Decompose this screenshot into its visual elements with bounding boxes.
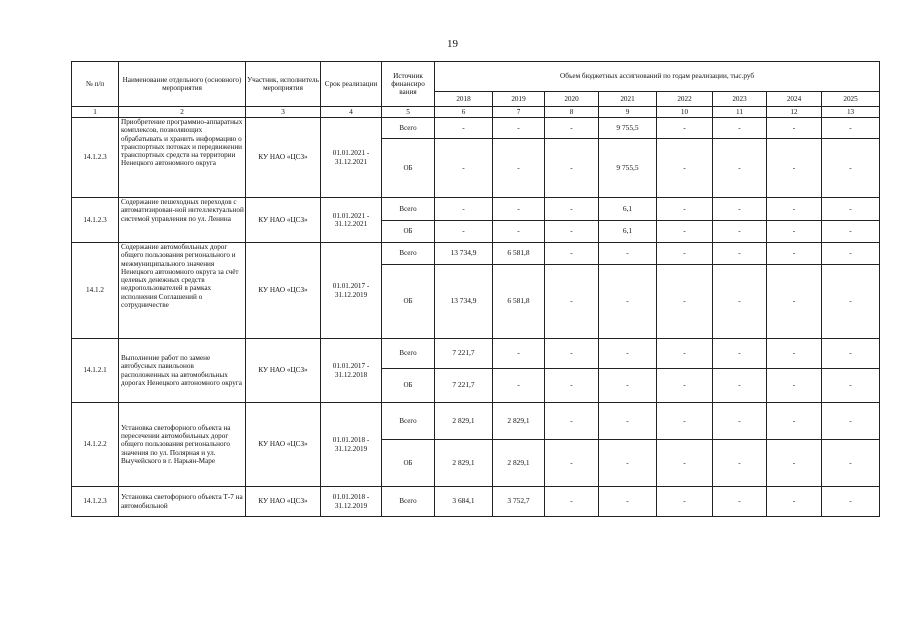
- year-value: -: [657, 487, 713, 517]
- year-value: -: [767, 440, 822, 487]
- measure-name: Содержание пешеходных переходов с автоматизирован-ной интеллектуальной системой управления по ул. Ленина: [119, 198, 246, 243]
- year-value: -: [599, 369, 657, 403]
- table-row: [72, 339, 880, 369]
- year-value: -: [713, 221, 767, 243]
- table-row: [72, 243, 880, 265]
- year-value: 2 829,1: [435, 403, 493, 440]
- row-number: 14.1.2: [72, 243, 119, 339]
- year-value: -: [713, 198, 767, 221]
- participant: КУ НАО «ЦСЗ»: [246, 198, 321, 243]
- funding-source: Всего: [382, 487, 435, 517]
- year-value: 9 755,5: [599, 139, 657, 198]
- year-value: -: [713, 440, 767, 487]
- header-year: 2018: [435, 92, 493, 107]
- year-value: -: [493, 198, 545, 221]
- year-value: -: [657, 198, 713, 221]
- year-value: -: [493, 118, 545, 139]
- period: 01.01.2018 - 31.12.2019: [321, 487, 382, 517]
- funding-source: Всего: [382, 198, 435, 221]
- participant: КУ НАО «ЦСЗ»: [246, 487, 321, 517]
- year-value: -: [713, 339, 767, 369]
- year-value: 2 829,1: [493, 403, 545, 440]
- year-value: -: [493, 139, 545, 198]
- year-value: -: [767, 198, 822, 221]
- year-value: 6,1: [599, 221, 657, 243]
- year-value: -: [657, 221, 713, 243]
- year-value: -: [657, 369, 713, 403]
- table-row: [72, 403, 880, 440]
- year-value: -: [599, 403, 657, 440]
- header-year: 2021: [599, 92, 657, 107]
- year-value: -: [713, 369, 767, 403]
- year-value: -: [545, 265, 599, 339]
- period: 01.01.2021 - 31.12.2021: [321, 118, 382, 198]
- period: 01.01.2021 - 31.12.2021: [321, 198, 382, 243]
- header-year: 2024: [767, 92, 822, 107]
- period: 01.01.2018 - 31.12.2019: [321, 403, 382, 487]
- year-value: -: [657, 139, 713, 198]
- measure-name: Установка светофорного объекта на пересечении автомобильных дорог общего пользования регионального значения по ул. Полярная и ул. Выучейского в г. Нарьян-Маре: [119, 403, 246, 487]
- year-value: -: [767, 243, 822, 265]
- year-value: -: [657, 118, 713, 139]
- year-value: 3 684,1: [435, 487, 493, 517]
- header-volume: Объем бюджетных ассигнований по годам реализации, тыс.руб: [435, 62, 880, 92]
- year-value: -: [822, 403, 880, 440]
- header-participant: Участник, исполнитель мероприятия: [246, 62, 321, 107]
- year-value: -: [435, 118, 493, 139]
- column-number: 12: [767, 107, 822, 118]
- measure-name: Приобретение программно-аппаратных комплексов, позволяющих обрабатывать и хранить информацию о транспортных потоках и передвижении транспортных средств на территории Ненецкого автономного округа: [119, 118, 246, 198]
- budget-table: [71, 61, 880, 517]
- column-number: 10: [657, 107, 713, 118]
- year-value: -: [767, 339, 822, 369]
- participant: КУ НАО «ЦСЗ»: [246, 243, 321, 339]
- period: 01.01.2017 - 31.12.2018: [321, 339, 382, 403]
- year-value: -: [713, 265, 767, 339]
- year-value: -: [545, 369, 599, 403]
- year-value: 7 221,7: [435, 369, 493, 403]
- year-value: -: [545, 440, 599, 487]
- year-value: -: [822, 487, 880, 517]
- year-value: 7 221,7: [435, 339, 493, 369]
- year-value: -: [657, 243, 713, 265]
- header-year: 2022: [657, 92, 713, 107]
- table-row: [72, 487, 880, 517]
- table-row: [72, 198, 880, 221]
- year-value: -: [435, 198, 493, 221]
- year-value: -: [545, 339, 599, 369]
- year-value: -: [545, 139, 599, 198]
- page-number: 19: [447, 38, 458, 50]
- year-value: 13 734,9: [435, 243, 493, 265]
- row-number: 14.1.2.3: [72, 118, 119, 198]
- year-value: -: [599, 440, 657, 487]
- row-number: 14.1.2.1: [72, 339, 119, 403]
- column-number: 11: [713, 107, 767, 118]
- year-value: -: [767, 139, 822, 198]
- column-number: 8: [545, 107, 599, 118]
- year-value: -: [713, 118, 767, 139]
- header-source: Источник финансиро вания: [382, 62, 435, 107]
- year-value: 9 755,5: [599, 118, 657, 139]
- year-value: -: [435, 221, 493, 243]
- year-value: -: [822, 339, 880, 369]
- year-value: -: [822, 440, 880, 487]
- year-value: -: [713, 243, 767, 265]
- column-number: 3: [246, 107, 321, 118]
- column-number: 5: [382, 107, 435, 118]
- column-number: 6: [435, 107, 493, 118]
- table-row: [72, 118, 880, 139]
- measure-name: Установка светофорного объекта Т-7 на автомобильной: [119, 487, 246, 517]
- header-year: 2019: [493, 92, 545, 107]
- year-value: 2 829,1: [493, 440, 545, 487]
- funding-source: Всего: [382, 243, 435, 265]
- year-value: -: [657, 440, 713, 487]
- year-value: -: [545, 198, 599, 221]
- year-value: -: [822, 243, 880, 265]
- year-value: -: [822, 369, 880, 403]
- year-value: -: [713, 139, 767, 198]
- column-number: 2: [119, 107, 246, 118]
- participant: КУ НАО «ЦСЗ»: [246, 118, 321, 198]
- year-value: -: [767, 369, 822, 403]
- year-value: -: [822, 118, 880, 139]
- year-value: -: [599, 487, 657, 517]
- participant: КУ НАО «ЦСЗ»: [246, 339, 321, 403]
- year-value: -: [657, 339, 713, 369]
- funding-source: ОБ: [382, 221, 435, 243]
- year-value: -: [435, 139, 493, 198]
- year-value: 3 752,7: [493, 487, 545, 517]
- column-number: 9: [599, 107, 657, 118]
- header-year: 2020: [545, 92, 599, 107]
- row-number: 14.1.2.3: [72, 487, 119, 517]
- year-value: 13 734,9: [435, 265, 493, 339]
- column-number: 4: [321, 107, 382, 118]
- year-value: -: [822, 265, 880, 339]
- header-period: Срок реализации: [321, 62, 382, 107]
- funding-source: Всего: [382, 118, 435, 139]
- year-value: -: [822, 139, 880, 198]
- funding-source: Всего: [382, 403, 435, 440]
- period: 01.01.2017 - 31.12.2019: [321, 243, 382, 339]
- header-year: 2023: [713, 92, 767, 107]
- year-value: -: [545, 243, 599, 265]
- year-value: 6 581,8: [493, 265, 545, 339]
- measure-name: Выполнение работ по замене автобусных павильонов расположенных на автомобильных дорогах Ненецкого автономного округа: [119, 339, 246, 403]
- year-value: 6 581,8: [493, 243, 545, 265]
- year-value: -: [545, 487, 599, 517]
- year-value: -: [599, 243, 657, 265]
- year-value: -: [599, 339, 657, 369]
- year-value: -: [493, 369, 545, 403]
- header-num: № п/п: [72, 62, 119, 107]
- funding-source: ОБ: [382, 139, 435, 198]
- year-value: -: [657, 265, 713, 339]
- funding-source: ОБ: [382, 440, 435, 487]
- year-value: -: [713, 403, 767, 440]
- header-name: Наименование отдельного (основного) мероприятия: [119, 62, 246, 107]
- year-value: -: [767, 403, 822, 440]
- participant: КУ НАО «ЦСЗ»: [246, 403, 321, 487]
- column-number: 1: [72, 107, 119, 118]
- column-number: 7: [493, 107, 545, 118]
- year-value: -: [767, 221, 822, 243]
- year-value: -: [493, 221, 545, 243]
- year-value: -: [713, 487, 767, 517]
- funding-source: ОБ: [382, 369, 435, 403]
- year-value: -: [767, 118, 822, 139]
- funding-source: ОБ: [382, 265, 435, 339]
- header-year: 2025: [822, 92, 880, 107]
- year-value: -: [599, 265, 657, 339]
- year-value: -: [493, 339, 545, 369]
- year-value: -: [545, 403, 599, 440]
- year-value: -: [767, 487, 822, 517]
- year-value: 2 829,1: [435, 440, 493, 487]
- row-number: 14.1.2.3: [72, 198, 119, 243]
- year-value: -: [767, 265, 822, 339]
- row-number: 14.1.2.2: [72, 403, 119, 487]
- year-value: -: [657, 403, 713, 440]
- column-number: 13: [822, 107, 880, 118]
- year-value: -: [822, 221, 880, 243]
- measure-name: Содержание автомобильных дорог общего пользования регионального и межмуниципального значения Ненецкого автономного округа за счёт целевых денежных средств недропользователей в рамках исполнения Соглашений о сотрудничестве: [119, 243, 246, 339]
- year-value: -: [545, 118, 599, 139]
- year-value: 6,1: [599, 198, 657, 221]
- funding-source: Всего: [382, 339, 435, 369]
- year-value: -: [545, 221, 599, 243]
- year-value: -: [822, 198, 880, 221]
